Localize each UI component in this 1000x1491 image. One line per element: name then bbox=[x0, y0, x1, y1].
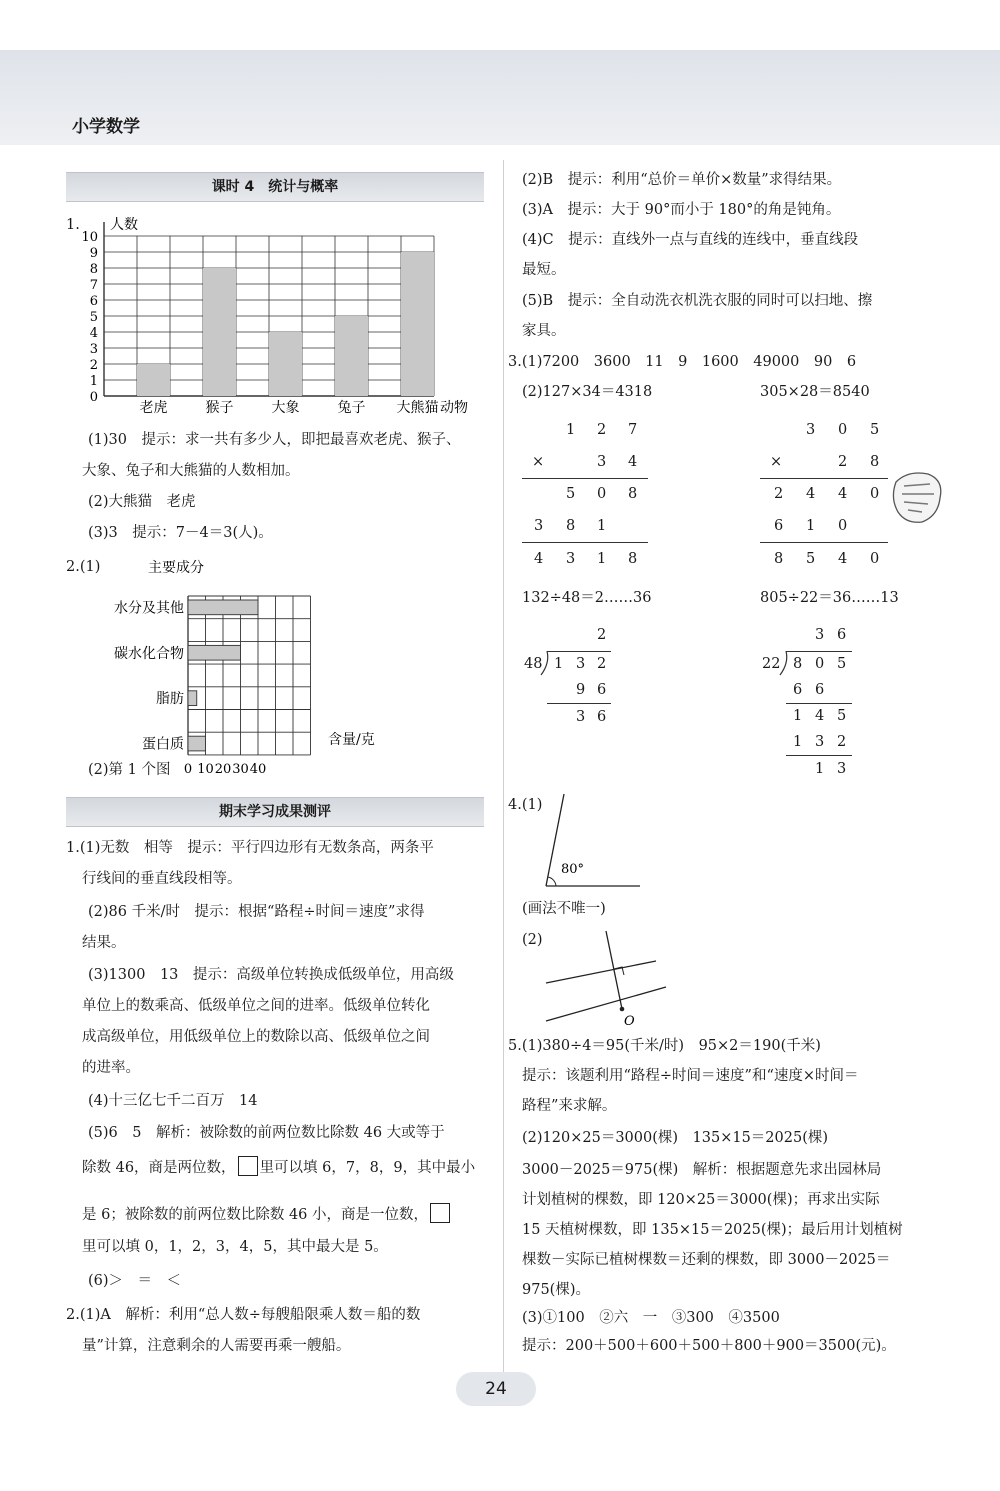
mult2-digit: 0 bbox=[838, 518, 848, 534]
population-bar-chart bbox=[70, 214, 490, 420]
r-line5: (5)B 提示：全自动洗衣机洗衣服的同时可以扫地、擦 bbox=[522, 293, 873, 309]
r-line4: 最短。 bbox=[522, 262, 566, 278]
f1-line12-a: 是 6；被除数的前两位数比除数 46 小，商是一位数， bbox=[82, 1207, 429, 1223]
div2-digit: 6 bbox=[793, 682, 803, 698]
f1-line10: (5)6 5 解析：被除数的前两位数比除数 46 大或等于 bbox=[88, 1125, 445, 1141]
chart1-x-tick: 大象 bbox=[271, 400, 300, 416]
r-line8a: (2)127×34＝4318 bbox=[522, 384, 653, 400]
chart1-y-tick: 3 bbox=[89, 342, 98, 357]
chart1-x-ticks bbox=[140, 399, 439, 416]
mult1-digit: 1 bbox=[566, 422, 576, 438]
div1-digit: 1 bbox=[554, 656, 564, 672]
mult2-digit: 0 bbox=[838, 422, 848, 438]
mult1-digit: 8 bbox=[566, 518, 576, 534]
chart1-bar-4 bbox=[335, 316, 368, 396]
div2-digit: 2 bbox=[837, 734, 847, 750]
q2-number: 2.(1) bbox=[66, 559, 101, 575]
div2-digit: 5 bbox=[837, 656, 847, 672]
chart1-y-tick: 1 bbox=[89, 374, 98, 389]
div2-digit: 3 bbox=[815, 627, 825, 643]
chart1-y-tick: 6 bbox=[89, 294, 98, 309]
div2-digit: 4 bbox=[815, 708, 825, 724]
div2-digit: 3 bbox=[815, 734, 825, 750]
answer-box-icon bbox=[430, 1203, 450, 1223]
div2-digit: 1 bbox=[793, 708, 803, 724]
s-line3: 路程”来求解。 bbox=[522, 1098, 617, 1114]
mult1-rule bbox=[522, 478, 648, 479]
chart2-x-tick: 30 bbox=[232, 761, 249, 777]
perpendicular-diagram bbox=[540, 925, 680, 1035]
angle-80-diagram bbox=[540, 790, 650, 890]
chart1-x-label: 动物 bbox=[440, 400, 468, 416]
div1-divisor: 48 bbox=[524, 656, 543, 672]
s-line4: (2)120×25＝3000(棵) 135×15＝2025(棵) bbox=[522, 1130, 829, 1146]
mult2-digit: 6 bbox=[774, 518, 784, 534]
mult2-digit: 0 bbox=[870, 551, 880, 567]
chart1-y-tick: 7 bbox=[89, 278, 98, 293]
div2-digit: 0 bbox=[815, 656, 825, 672]
div2-divisor: 22 bbox=[762, 656, 781, 672]
f1-line5: (3)1300 13 提示：高级单位转换成低级单位，用高级 bbox=[88, 967, 454, 983]
div1-quotient: 2 bbox=[597, 627, 607, 643]
mult2-rule bbox=[760, 478, 888, 479]
chart1-y-label: 人数 bbox=[110, 217, 138, 233]
chart2-category-labels bbox=[114, 599, 184, 752]
chart1-y-tick: 8 bbox=[89, 262, 98, 277]
chart1-x-tick: 兔子 bbox=[337, 400, 366, 416]
q1-answer-1: (1)30 提示：求一共有多少人，即把最喜欢老虎、猴子、 bbox=[88, 432, 461, 448]
chart2-category-label: 碳水化合物 bbox=[114, 645, 184, 662]
s-line1: 5.(1)380÷4＝95(千米/时) 95×2＝190(千米) bbox=[508, 1038, 821, 1054]
f1-line11 bbox=[82, 1156, 475, 1178]
s-line10: (3)①100 ②六 一 ③300 ④3500 bbox=[522, 1310, 780, 1326]
mult2-digit: 8 bbox=[870, 454, 880, 470]
s-line9: 975(棵)。 bbox=[522, 1282, 590, 1298]
q1-answer-2: (2)大熊猫 老虎 bbox=[88, 494, 196, 510]
chart2-category-label: 水分及其他 bbox=[114, 600, 184, 617]
div2-rule bbox=[786, 703, 852, 704]
mult1-digit: 4 bbox=[628, 454, 638, 470]
mult1-rule bbox=[522, 542, 648, 543]
mult1-digit: 3 bbox=[534, 518, 544, 534]
mult2-digit: 5 bbox=[870, 422, 880, 438]
chart2-bar-4 bbox=[188, 736, 206, 751]
chart1-x-tick: 猴子 bbox=[205, 400, 234, 416]
mult1-operator: × bbox=[532, 454, 545, 470]
chart1-x-tick: 大熊猫 bbox=[396, 400, 439, 416]
point-label: O bbox=[624, 1014, 635, 1029]
r-line2: (3)A 提示：大于 90°而小于 180°的角是钝角。 bbox=[522, 202, 841, 218]
chart2-category-label: 蛋白质 bbox=[142, 736, 184, 753]
chart1-y-tick: 10 bbox=[81, 230, 98, 245]
q1-answer-3: (3)3 提示：7－4＝3(人)。 bbox=[88, 525, 273, 541]
div1-bar bbox=[547, 651, 611, 652]
q4b-number: (2) bbox=[522, 932, 543, 948]
chart1-y-tick: 5 bbox=[89, 310, 98, 325]
mult2-digit: 1 bbox=[806, 518, 816, 534]
r-line7: 3.(1)7200 3600 11 9 1600 49000 90 6 bbox=[508, 354, 857, 370]
f1-line4: 结果。 bbox=[82, 935, 126, 951]
s-line6: 计划植树的棵数，即 120×25＝3000(棵)；再求出实际 bbox=[522, 1192, 880, 1208]
r-line6: 家具。 bbox=[522, 323, 566, 339]
mult1-digit: 5 bbox=[566, 486, 576, 502]
page-header-banner bbox=[0, 50, 1000, 145]
chart2-category-label: 脂肪 bbox=[156, 691, 184, 708]
mult1-digit: 4 bbox=[534, 551, 544, 567]
mult2-digit: 4 bbox=[838, 486, 848, 502]
chart1-y-ticks bbox=[81, 230, 98, 405]
div1-digit: 2 bbox=[597, 656, 607, 672]
s-line2: 提示：该题利用“路程÷时间＝速度”和“速度×时间＝ bbox=[522, 1068, 859, 1084]
div2-digit: 6 bbox=[837, 627, 847, 643]
div2-digit: 6 bbox=[815, 682, 825, 698]
lesson-title: 课时 4 统计与概率 bbox=[66, 172, 484, 202]
f1-line2: 行线间的垂直线段相等。 bbox=[82, 871, 242, 887]
div2-bracket-icon bbox=[779, 650, 789, 676]
mult1-digit: 2 bbox=[597, 422, 607, 438]
f1-line3: (2)86 千米/时 提示：根据“路程÷时间＝速度”求得 bbox=[88, 904, 425, 920]
chart1-y-tick: 9 bbox=[89, 246, 98, 261]
mult1-digit: 7 bbox=[628, 422, 638, 438]
chart2-x-tick: 10 bbox=[197, 761, 214, 777]
div1-digit: 6 bbox=[597, 682, 607, 698]
chart1-x-tick: 老虎 bbox=[139, 400, 168, 416]
f1-line1: 1.(1)无数 相等 提示：平行四边形有无数条高，两条平 bbox=[66, 840, 434, 856]
mult1-digit: 3 bbox=[566, 551, 576, 567]
q1-answer-1b: 大象、兔子和大熊猫的人数相加。 bbox=[82, 463, 300, 479]
r-line9b: 805÷22＝36……13 bbox=[760, 590, 899, 606]
div1-digit: 6 bbox=[597, 709, 607, 725]
div2-digit: 5 bbox=[837, 708, 847, 724]
div1-digit: 3 bbox=[576, 709, 586, 725]
mult2-digit: 4 bbox=[806, 486, 816, 502]
mult2-digit: 2 bbox=[774, 486, 784, 502]
final-title: 期末学习成果测评 bbox=[66, 797, 484, 827]
div1-rule bbox=[547, 703, 611, 704]
div1-digit: 3 bbox=[576, 656, 586, 672]
mult2-digit: 4 bbox=[838, 551, 848, 567]
s-line5: 3000－2025＝975(棵) 解析：根据题意先求出园林局 bbox=[522, 1162, 882, 1178]
div2-digit: 1 bbox=[815, 761, 825, 777]
s-line8: 棵数－实际已植树棵数＝还剩的棵数，即 3000－2025＝ bbox=[522, 1252, 891, 1268]
q4-note: (画法不唯一) bbox=[522, 901, 606, 917]
q4-number: 4.(1) bbox=[508, 797, 543, 813]
mult1-digit: 1 bbox=[597, 551, 607, 567]
mult1-digit: 3 bbox=[597, 454, 607, 470]
chart2-bar-2 bbox=[188, 645, 241, 660]
s-line7: 15 天植树棵数，即 135×15＝2025(棵)；最后用计划植树 bbox=[522, 1222, 903, 1238]
mult1-digit: 0 bbox=[597, 486, 607, 502]
f1-line13: 里可以填 0，1，2，3，4，5，其中最大是 5。 bbox=[82, 1239, 388, 1255]
chart1-y-tick: 0 bbox=[89, 390, 98, 405]
mult1-digit: 8 bbox=[628, 486, 638, 502]
f1-line11-a: 除数 46，商是两位数， bbox=[82, 1160, 236, 1176]
mult2-digit: 5 bbox=[806, 551, 816, 567]
f1-line9: (4)十三亿七千二百万 14 bbox=[88, 1093, 258, 1109]
answer-box-icon bbox=[238, 1156, 258, 1176]
mult1-digit: 8 bbox=[628, 551, 638, 567]
chart2-bar-1 bbox=[188, 600, 258, 615]
chart1-bar-5 bbox=[401, 252, 434, 396]
r-line1: (2)B 提示：利用“总价＝单价×数量”求得结果。 bbox=[522, 172, 842, 188]
f2-line1: 2.(1)A 解析：利用“总人数÷每艘船限乘人数＝船的数 bbox=[66, 1307, 421, 1323]
chart1-y-tick: 4 bbox=[89, 326, 98, 341]
f2-line2: 量”计算，注意剩余的人需要再乘一艘船。 bbox=[82, 1338, 351, 1354]
div2-digit: 8 bbox=[793, 656, 803, 672]
page-number: 24 bbox=[456, 1372, 536, 1406]
f1-line12 bbox=[82, 1203, 450, 1225]
r-line9a: 132÷48＝2……36 bbox=[522, 590, 652, 606]
div1-digit: 9 bbox=[576, 682, 586, 698]
chart2-bar-3 bbox=[188, 691, 197, 706]
div2-bar bbox=[786, 651, 852, 652]
subject-title: 小学数学 bbox=[72, 117, 140, 137]
r-line8b: 305×28＝8540 bbox=[760, 384, 870, 400]
chart1-bar-3 bbox=[269, 332, 302, 396]
div2-digit: 1 bbox=[793, 734, 803, 750]
chart1-bars bbox=[137, 252, 434, 396]
f1-line11-b: 里可以填 6，7，8，9，其中最小 bbox=[259, 1160, 476, 1176]
f1-line14: (6)＞ ＝ ＜ bbox=[88, 1273, 182, 1289]
mult2-digit: 3 bbox=[806, 422, 816, 438]
chart2-x-tick: 20 bbox=[214, 761, 232, 777]
chart2-x-ticks bbox=[184, 762, 266, 777]
div2-rule bbox=[786, 755, 852, 756]
chart2-x-tick: 0 bbox=[183, 761, 193, 777]
chart1-bar-2 bbox=[203, 268, 236, 396]
q2-answer-2: (2)第 1 个图 bbox=[88, 762, 171, 778]
mult2-rule bbox=[760, 542, 888, 543]
div2-digit: 3 bbox=[837, 761, 847, 777]
r-line3: (4)C 提示：直线外一点与直线的连线中，垂直线段 bbox=[522, 232, 859, 248]
column-divider bbox=[503, 160, 504, 1380]
f1-line6: 单位上的数乘高、低级单位之间的进率。低级单位转化 bbox=[82, 998, 430, 1014]
q1-number: 1. bbox=[66, 217, 80, 233]
chart2-x-label: 含量/克 bbox=[328, 732, 375, 748]
mult2-operator: × bbox=[770, 454, 783, 470]
mult2-digit: 2 bbox=[838, 454, 848, 470]
chart2-title: 主要成分 bbox=[148, 560, 204, 576]
stamp-icon bbox=[888, 468, 946, 526]
mult2-digit: 8 bbox=[774, 551, 784, 567]
f1-line8: 的进率。 bbox=[82, 1060, 140, 1076]
chart2-x-tick: 40 bbox=[249, 761, 267, 777]
f1-line7: 成高级单位，用低级单位上的数除以高、低级单位之间 bbox=[82, 1029, 430, 1045]
mult2-digit: 0 bbox=[870, 486, 880, 502]
chart2-grid bbox=[188, 596, 311, 755]
s-line11: 提示：200＋500＋600＋500＋800＋900＝3500(元)。 bbox=[522, 1338, 896, 1354]
chart1-bar-1 bbox=[137, 364, 170, 396]
chart1-y-tick: 2 bbox=[89, 358, 98, 373]
mult1-digit: 1 bbox=[597, 518, 607, 534]
angle-label: 80° bbox=[561, 862, 585, 877]
